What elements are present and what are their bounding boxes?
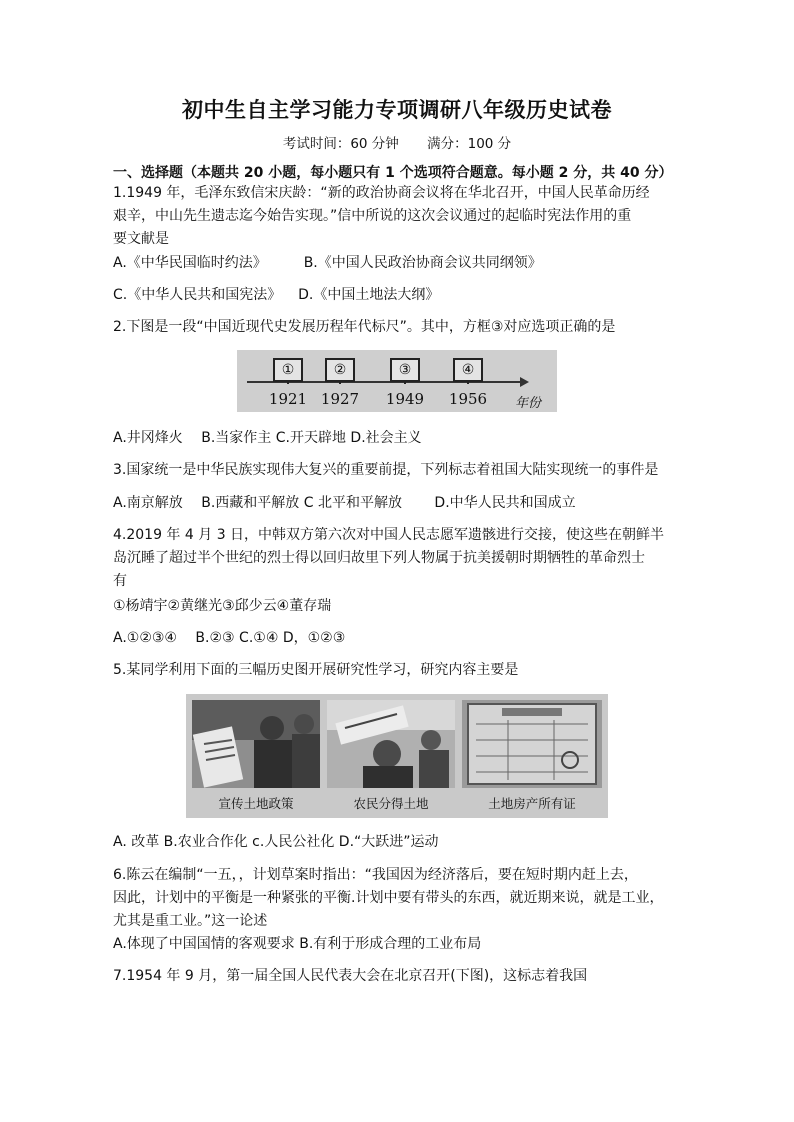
question-4-line: 岛沉睡了超过半个世纪的烈士得以回归故里下列人物属于抗美援朝时期牺牲的革命烈士	[113, 550, 645, 566]
option-c: C.《中华人民共和国宪法》	[113, 287, 282, 303]
option-a: A.《中华民国临时约法》	[113, 255, 267, 271]
question-1-line: 1.1949 年，毛泽东致信宋庆龄：“新的政治协商会议将在华北召开，中国人民革命历经	[113, 185, 650, 201]
question-6	[113, 864, 681, 933]
question-1-options-ab	[113, 253, 693, 273]
farmers-land-photo	[327, 700, 455, 788]
question-4-line: 4.2019 年 4 月 3 日，中韩双方第六次对中国人民志愿军遗骸进行交接，使这些在朝鲜半	[113, 527, 665, 543]
question-4-options: A.①②③④ B.②③ C.①④ D，①②③	[113, 630, 346, 646]
timeline-arrow-icon	[520, 377, 529, 387]
timeline-figure	[237, 350, 557, 412]
question-4	[113, 524, 681, 593]
question-1-options-cd	[113, 285, 693, 305]
timeline-box: ②	[325, 358, 355, 382]
history-photos-figure	[186, 694, 608, 818]
question-3-options: A.南京解放 B.西藏和平解放 C 北平和平解放 D.中华人民共和国成立	[113, 495, 576, 511]
timeline-tick	[287, 380, 289, 384]
option-b: B.《中国人民政治协商会议共同纲领》	[303, 255, 542, 271]
exam-time: 考试时间：60 分钟	[282, 136, 399, 152]
timeline-box: ③	[390, 358, 420, 382]
question-7-stem: 7.1954 年 9 月，第一届全国人民代表大会在北京召开(下图)，这标志着我国	[113, 968, 588, 984]
question-2-options: A.井冈烽火 B.当家作主 C.开天辟地 D.社会主义	[113, 430, 422, 446]
land-policy-photo	[192, 700, 320, 788]
question-6-line: 尤其是重工业。”这一论述	[113, 913, 268, 929]
question-3-stem: 3.国家统一是中华民族实现伟大复兴的重要前提，下列标志着祖国大陆实现统一的事件是	[113, 462, 659, 478]
question-6-line: 因此，计划中的平衡是一种紧张的平衡.计划中要有带头的东西，就近期来说，就是工业，	[113, 890, 664, 906]
section-heading: 一、选择题（本题共 20 小题，每小题只有 1 个选项符合题意。每小题 2 分，共 40 分）	[113, 165, 673, 181]
question-1-line: 艰辛，中山先生遗志迄今始告实现。”信中所说的这次会议通过的起临时宪法作用的重	[113, 208, 632, 224]
photo-caption: 土地房产所有证	[488, 796, 576, 811]
question-6-options: A.体现了中国国情的客观要求 B.有利于形成合理的工业布局	[113, 936, 482, 952]
question-1-line: 要文献是	[113, 231, 169, 247]
timeline-year: 1956	[448, 390, 488, 408]
question-4-line: 有	[113, 573, 127, 589]
question-5-stem: 5.某同学利用下面的三幅历史图开展研究性学习，研究内容主要是	[113, 662, 519, 678]
land-certificate-photo	[462, 700, 602, 788]
timeline-box: ①	[273, 358, 303, 382]
timeline-year: 1927	[320, 390, 360, 408]
photo-caption: 农民分得土地	[353, 796, 429, 811]
exam-title: 初中生自主学习能力专项调研八年级历史试卷	[182, 98, 612, 122]
timeline-tick	[467, 380, 469, 384]
exam-info	[0, 132, 794, 152]
timeline-unit: 年份	[515, 396, 542, 411]
option-d: D.《中国土地法大纲》	[298, 287, 440, 303]
question-2-stem: 2.下图是一段“中国近现代史发展历程年代标尺”。其中，方框③对应选项正确的是	[113, 319, 616, 335]
question-1	[113, 182, 681, 251]
timeline-year: 1949	[385, 390, 425, 408]
timeline-tick	[404, 380, 406, 384]
question-6-line: 6.陈云在编制“一五，，计划草案时指出：“我国因为经济落后，要在短时期内赶上去，	[113, 867, 638, 883]
photo-caption: 宣传土地政策	[218, 796, 294, 811]
question-4-items: ①杨靖宇②黄继光③邱少云④董存瑞	[113, 598, 332, 614]
question-5-options: A. 改革 B.农业合作化 c.人民公社化 D.“大跃进”运动	[113, 834, 439, 850]
timeline-box: ④	[453, 358, 483, 382]
full-score: 满分：100 分	[427, 136, 512, 152]
timeline-year: 1921	[268, 390, 308, 408]
timeline-tick	[339, 380, 341, 384]
